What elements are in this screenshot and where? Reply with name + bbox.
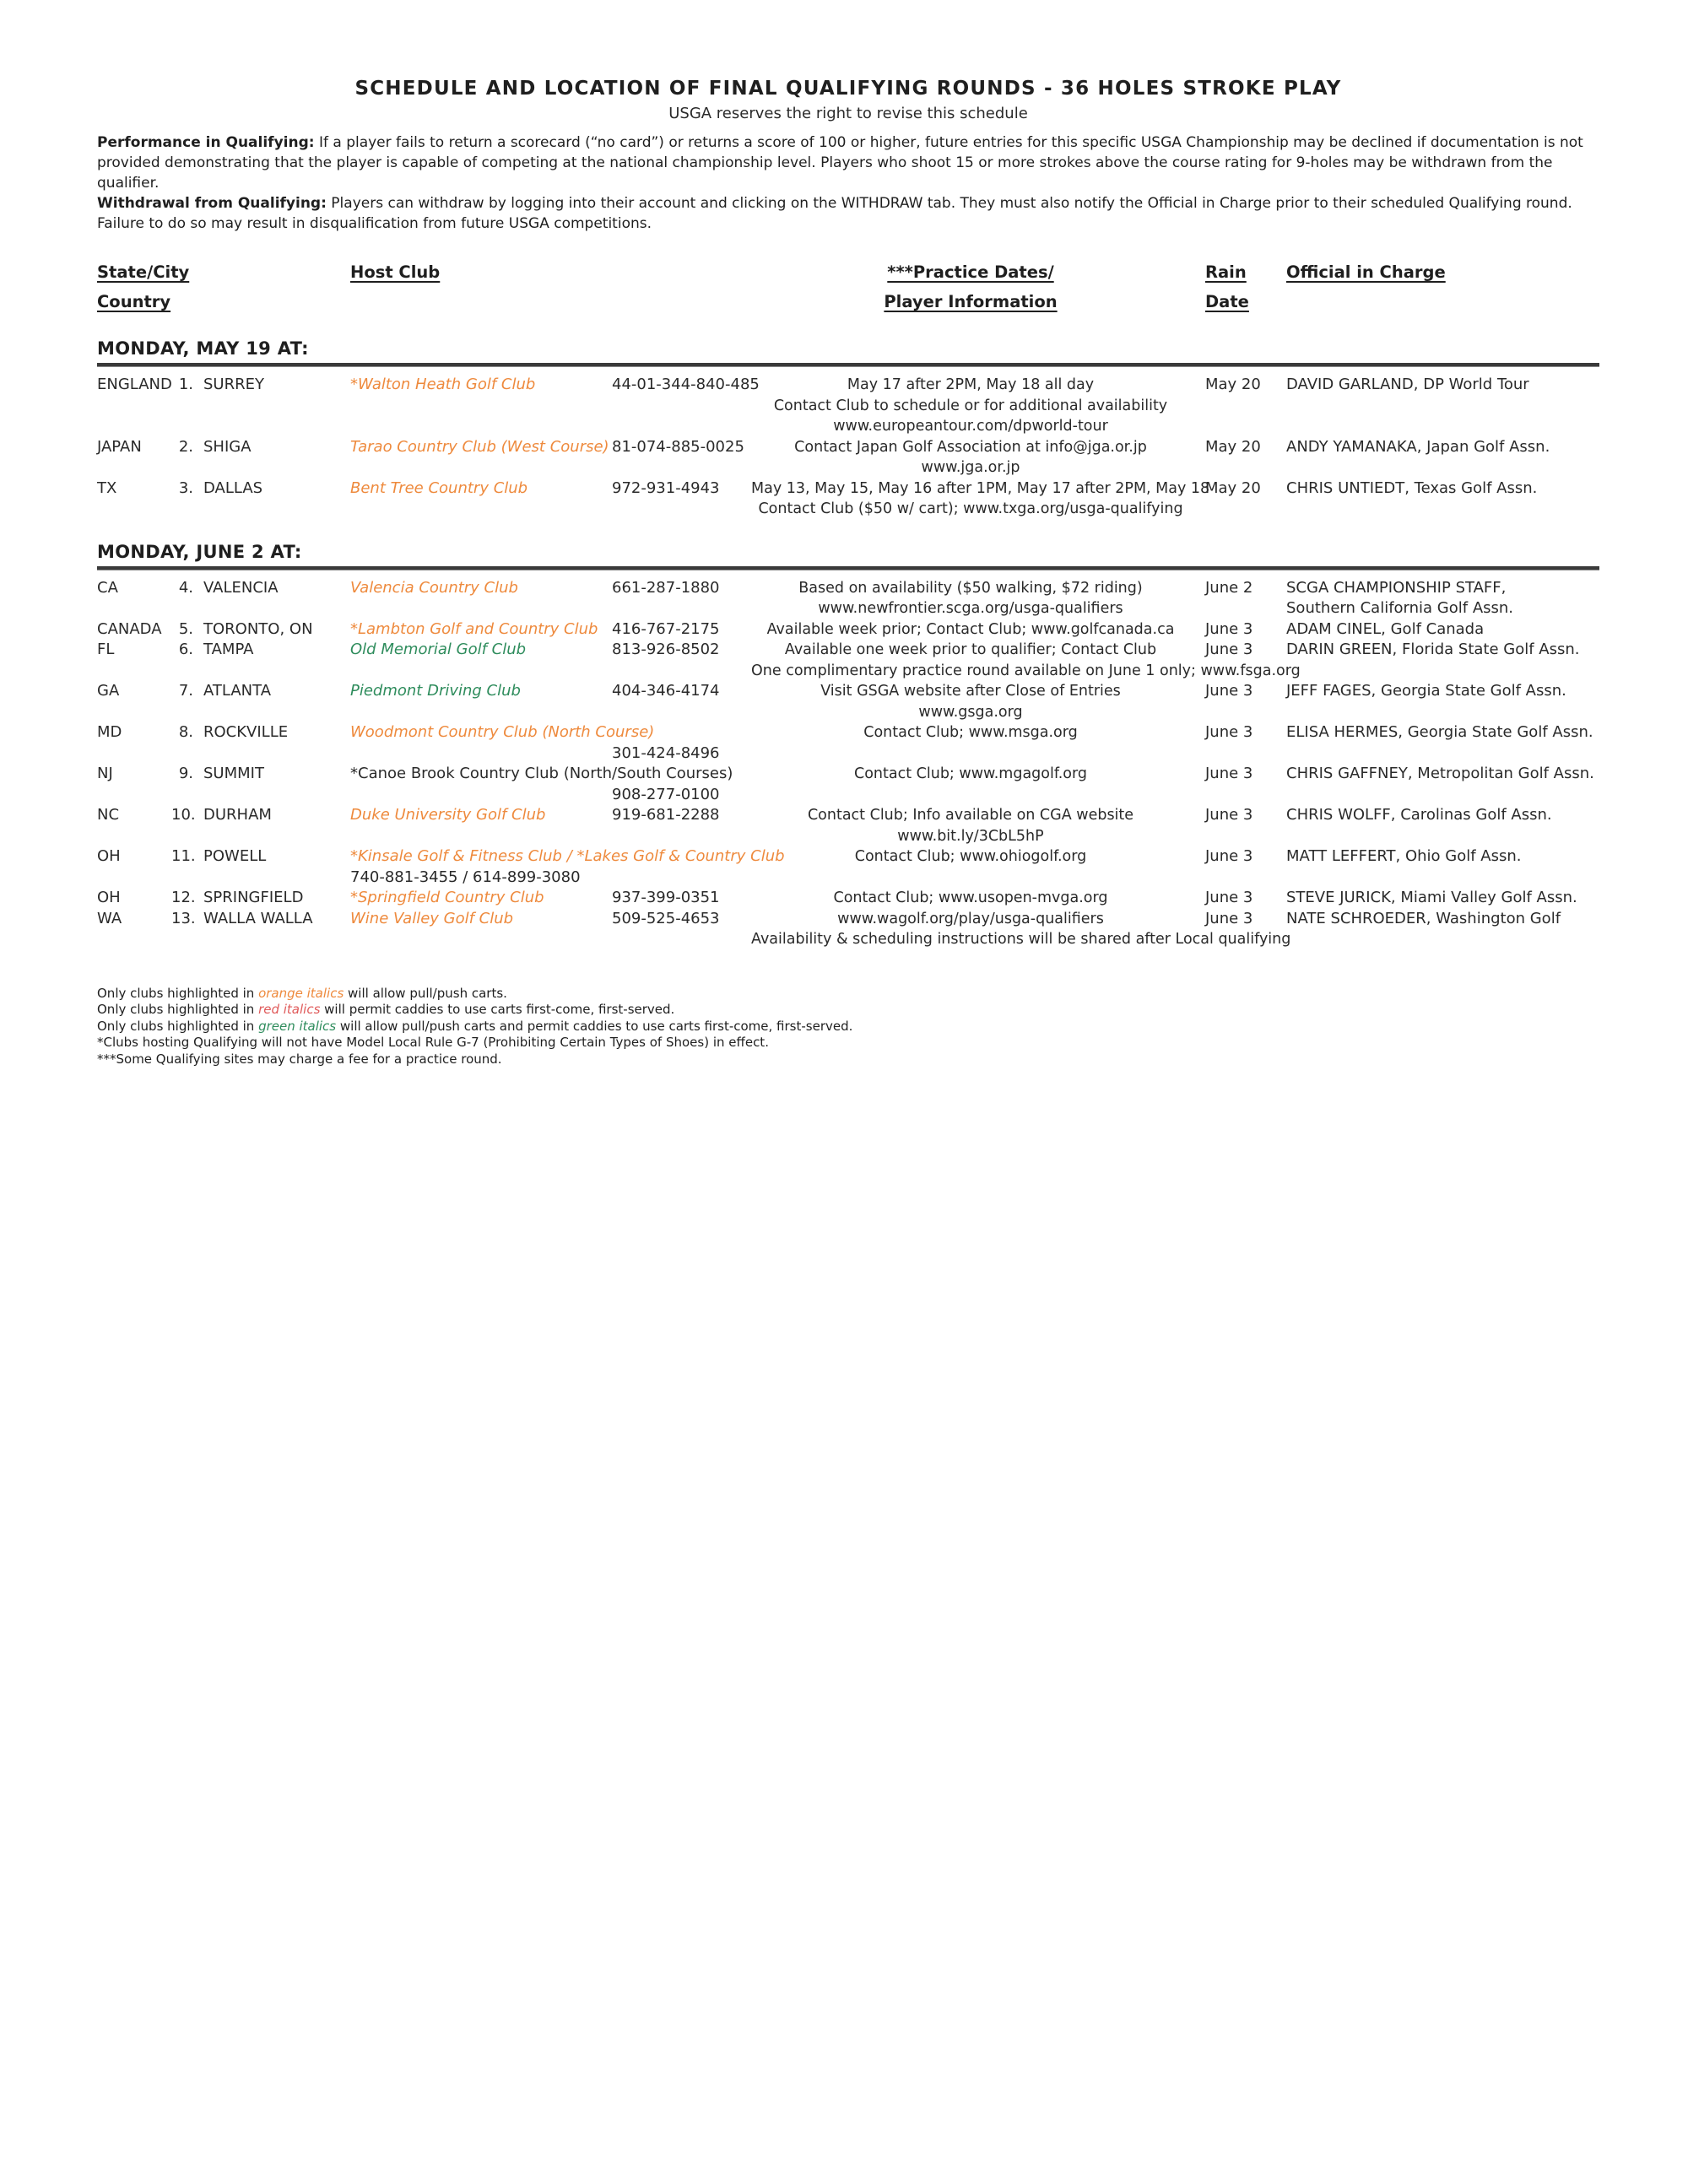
phone-number: 44-01-344-840-485 (612, 376, 760, 393)
table-row (97, 846, 1599, 888)
club-name: Old Memorial Golf Club (350, 641, 527, 658)
header-line-2 (97, 287, 1599, 316)
practice-info: Contact Club; www.msga.org (863, 724, 1078, 741)
phone-number: 81-074-885-0025 (612, 437, 744, 456)
rain-date: May 20 (1205, 478, 1261, 497)
table-row-line (97, 764, 1599, 785)
footnote-highlight-red: red italics (258, 1002, 321, 1017)
table-row-line (97, 888, 1599, 909)
footnotes (97, 986, 1599, 1068)
rows-june-2 (97, 578, 1599, 950)
row-number: 9. (178, 765, 193, 782)
table-row (97, 619, 1599, 641)
official-name: CHRIS WOLFF, Carolinas Golf Assn. (1286, 806, 1552, 824)
state-cell: NC (97, 806, 120, 824)
practice-info: Visit GSGA website after Close of Entries (820, 683, 1121, 700)
city-cell: SUMMIT (203, 765, 264, 782)
footnote (97, 1002, 1599, 1019)
city-cell: POWELL (203, 847, 267, 865)
phone-number: 416-767-2175 (612, 619, 720, 638)
table-row-line (97, 619, 1599, 641)
table-row-line (97, 702, 1599, 723)
notices (97, 132, 1599, 234)
official-name: ELISA HERMES, Georgia State Golf Assn. (1286, 723, 1593, 741)
practice-info: www.jga.or.jp (921, 459, 1020, 476)
row-number: 11. (171, 847, 196, 865)
footnote-text: *Clubs hosting Qualifying will not have Model Local Rule G-7 (Prohibiting Certain Types of Shoes) in effect. (97, 1035, 769, 1050)
table-row-line (97, 578, 1599, 599)
official-name: CHRIS UNTIEDT, Texas Golf Assn. (1286, 478, 1538, 497)
rain-date: June 3 (1205, 765, 1253, 782)
table-row-line (97, 722, 1599, 743)
official-name: STEVE JURICK, Miami Valley Golf Assn. (1286, 889, 1577, 906)
table-row-line (97, 396, 1599, 417)
header-date: Date (1205, 292, 1249, 311)
official-name: CHRIS GAFFNEY, Metropolitan Golf Assn. (1286, 765, 1594, 782)
phone-number: 813-926-8502 (612, 641, 720, 658)
official-name: SCGA CHAMPIONSHIP STAFF, (1286, 578, 1507, 597)
rain-date: June 3 (1205, 682, 1253, 700)
header-rain: Rain (1205, 262, 1247, 282)
city-cell: SHIGA (203, 437, 252, 456)
footnote-text: will permit caddies to use carts first-come, first-served. (320, 1002, 675, 1017)
club-name: Wine Valley Golf Club (350, 909, 514, 927)
phone-number: 509-525-4653 (612, 909, 720, 927)
official-name: ADAM CINEL, Golf Canada (1286, 619, 1485, 638)
club-name: Woodmont Country Club (North Course) (350, 723, 655, 741)
city-cell: SURREY (203, 376, 264, 393)
city-cell: TORONTO, ON (203, 619, 313, 638)
official-name: NATE SCHROEDER, Washington Golf (1286, 909, 1561, 927)
row-number: 3. (178, 478, 193, 497)
table-row-line (97, 785, 1599, 806)
city-cell: DURHAM (203, 806, 272, 824)
table-row (97, 722, 1599, 764)
club-name: *Walton Heath Golf Club (350, 376, 536, 393)
footnote-text: will allow pull/push carts. (344, 985, 507, 1001)
phone-number: 937-399-0351 (612, 889, 720, 906)
table-row-line (97, 909, 1599, 930)
table-row-line (97, 826, 1599, 847)
practice-info: Available week prior; Contact Club; www.golfcanada.ca (766, 620, 1175, 638)
table-row (97, 681, 1599, 722)
city-cell: DALLAS (203, 478, 263, 497)
footnote (97, 1019, 1599, 1035)
city-cell: ATLANTA (203, 682, 272, 700)
rain-date: June 3 (1205, 806, 1253, 824)
state-cell: TX (97, 478, 117, 497)
notice-withdrawal (97, 193, 1599, 234)
state-cell: CA (97, 578, 118, 597)
phone-number: 740-881-3455 / 614-899-3080 (350, 868, 581, 886)
table-row (97, 478, 1599, 520)
state-cell: FL (97, 641, 115, 658)
practice-info: www.wagolf.org/play/usga-qualifiers (837, 910, 1104, 927)
official-name: JEFF FAGES, Georgia State Golf Assn. (1286, 682, 1566, 700)
table-row-line (97, 661, 1599, 682)
rain-date: June 3 (1205, 847, 1253, 865)
header-practice-dates: ***Practice Dates/ (887, 262, 1054, 282)
section-heading-june-2: MONDAY, JUNE 2 AT: (97, 541, 302, 562)
footnote-highlight-green: green italics (258, 1018, 337, 1034)
row-number: 10. (171, 806, 196, 824)
footnote-text: Only clubs highlighted in (97, 1002, 259, 1017)
row-number: 12. (171, 889, 196, 906)
phone-number: 972-931-4943 (612, 478, 720, 497)
practice-info: Contact Club; www.ohiogolf.org (854, 848, 1087, 865)
table-row-line (97, 846, 1599, 868)
table-row (97, 437, 1599, 478)
city-cell: SPRINGFIELD (203, 889, 304, 906)
table-row (97, 764, 1599, 805)
table-row (97, 805, 1599, 846)
club-name: *Springfield Country Club (350, 889, 544, 906)
rain-date: June 3 (1205, 889, 1253, 906)
footnote-highlight-orange: orange italics (258, 985, 344, 1001)
club-name: Duke University Golf Club (350, 806, 546, 824)
city-cell: VALENCIA (203, 578, 279, 597)
row-number: 8. (178, 723, 193, 741)
row-number: 4. (178, 578, 193, 597)
footnote (97, 1051, 1599, 1068)
table-column-headers (97, 257, 1599, 316)
state-cell: GA (97, 682, 120, 700)
club-name: Tarao Country Club (West Course) (350, 437, 609, 456)
official-name: DAVID GARLAND, DP World Tour (1286, 376, 1529, 393)
table-row (97, 640, 1599, 681)
phone-number: 908-277-0100 (612, 785, 720, 803)
club-name: *Lambton Golf and Country Club (350, 619, 598, 638)
row-number: 5. (178, 619, 193, 638)
table-row (97, 375, 1599, 437)
rain-date: May 20 (1205, 376, 1261, 393)
club-name: Piedmont Driving Club (350, 682, 521, 700)
state-cell: NJ (97, 765, 113, 782)
official-name: Southern California Golf Assn. (1286, 599, 1514, 617)
rain-date: June 2 (1205, 578, 1253, 597)
header-line-1 (97, 257, 1599, 287)
table-row-line (97, 437, 1599, 458)
practice-info: Available one week prior to qualifier; Contact Club (784, 641, 1157, 658)
footnote-text: ***Some Qualifying sites may charge a fee for a practice round. (97, 1051, 502, 1067)
rain-date: June 3 (1205, 619, 1253, 638)
header-player-information: Player Information (884, 292, 1058, 311)
section-june-2 (97, 542, 1599, 950)
practice-info: Contact Club; www.mgagolf.org (854, 765, 1087, 782)
table-row-line (97, 598, 1599, 619)
table-row-line (97, 868, 1599, 889)
official-name: DARIN GREEN, Florida State Golf Assn. (1286, 641, 1580, 658)
phone-number: 919-681-2288 (612, 806, 720, 824)
state-cell: OH (97, 889, 121, 906)
state-cell: ENGLAND (97, 376, 172, 393)
row-number: 2. (178, 437, 193, 456)
page-title: SCHEDULE AND LOCATION OF FINAL QUALIFYING ROUNDS - 36 HOLES STROKE PLAY (354, 78, 1342, 100)
table-row-line (97, 929, 1599, 950)
club-name: Valencia Country Club (350, 578, 518, 597)
header-host-club: Host Club (350, 262, 441, 282)
table-row-line (97, 743, 1599, 765)
practice-info: Contact Club ($50 w/ cart); www.txga.org/usga-qualifying (758, 500, 1183, 517)
table-row (97, 888, 1599, 909)
practice-info: Contact Club; www.usopen-mvga.org (833, 889, 1108, 906)
state-cell: CANADA (97, 619, 162, 638)
practice-info: www.newfrontier.scga.org/usga-qualifiers (818, 600, 1123, 617)
footnote-text: Only clubs highlighted in (97, 985, 259, 1001)
document-content (0, 78, 1688, 1068)
table-row (97, 578, 1599, 619)
section-heading-may-19: MONDAY, MAY 19 AT: (97, 338, 309, 359)
table-row-line (97, 805, 1599, 826)
phone-number: 661-287-1880 (612, 578, 720, 597)
practice-info: May 17 after 2PM, May 18 all day (847, 376, 1095, 393)
practice-info: May 13, May 15, May 16 after 1PM, May 17 after 2PM, May 18 (751, 479, 1210, 497)
phone-number: 301-424-8496 (612, 743, 720, 762)
section-may-19 (97, 338, 1599, 520)
table-row-line (97, 681, 1599, 702)
practice-info: Contact Japan Golf Association at info@jga.or.jp (794, 438, 1147, 456)
city-cell: WALLA WALLA (203, 909, 313, 927)
state-cell: MD (97, 723, 122, 741)
header-state-city: State/City (97, 262, 190, 282)
row-number: 6. (178, 641, 193, 658)
rain-date: May 20 (1205, 437, 1261, 456)
table-row-line (97, 416, 1599, 437)
club-name: *Kinsale Golf & Fitness Club / *Lakes Golf & Country Club (350, 847, 785, 865)
section-divider (97, 566, 1599, 570)
practice-info: www.gsga.org (918, 703, 1023, 721)
notice-performance (97, 132, 1599, 193)
footnote-text: will allow pull/push carts and permit caddies to use carts first-come, first-served. (336, 1018, 853, 1034)
rain-date: June 3 (1205, 909, 1253, 927)
club-name: Bent Tree Country Club (350, 478, 528, 497)
notice-withdrawal-lead: Withdrawal from Qualifying: (97, 195, 327, 212)
rain-date: June 3 (1205, 641, 1253, 658)
official-name: MATT LEFFERT, Ohio Golf Assn. (1286, 847, 1522, 865)
practice-info: Based on availability ($50 walking, $72 riding) (798, 579, 1143, 597)
table-row-line (97, 457, 1599, 478)
city-cell: ROCKVILLE (203, 723, 289, 741)
notice-performance-lead: Performance in Qualifying: (97, 134, 315, 151)
state-cell: JAPAN (97, 437, 142, 456)
practice-info: www.bit.ly/3CbL5hP (897, 827, 1044, 845)
notice-performance-text: If a player fails to return a scorecard (“no card”) or returns a score of 100 or higher, future entries for this specific USGA Championship may be declined if documentation is not provided demonstrating that the player is capable of competing at the national championship level. Players who shoot 15 or more strokes above the course rating for 9-holes may be withdrawn from the qualifier. (97, 134, 1583, 192)
table-row-line (97, 640, 1599, 661)
club-name: *Canoe Brook Country Club (North/South Courses) (350, 765, 733, 782)
page-subtitle: USGA reserves the right to revise this schedule (668, 105, 1028, 122)
practice-info: Availability & scheduling instructions will be shared after Local qualifying (751, 931, 1291, 948)
footnote (97, 1035, 1599, 1051)
table-row-line (97, 499, 1599, 520)
notice-withdrawal-text: Players can withdraw by logging into their account and clicking on the WITHDRAW tab. They must also notify the Official in Charge prior to their scheduled Qualifying round. Failure to do so may result in disqualification from future USGA competitions. (97, 195, 1572, 232)
table-row (97, 909, 1599, 950)
footnote-text: Only clubs highlighted in (97, 1018, 259, 1034)
practice-info: Contact Club; Info available on CGA website (807, 807, 1134, 824)
practice-info: www.europeantour.com/dpworld-tour (833, 418, 1108, 435)
practice-info: Contact Club to schedule or for additional availability (773, 397, 1168, 414)
row-number: 13. (171, 909, 196, 927)
state-cell: OH (97, 847, 121, 865)
rows-may-19 (97, 375, 1599, 520)
table-row-line (97, 375, 1599, 396)
header-official-in-charge: Official in Charge (1286, 262, 1446, 282)
practice-info: One complimentary practice round available on June 1 only; www.fsga.org (751, 662, 1301, 679)
city-cell: TAMPA (203, 641, 254, 658)
footnote (97, 986, 1599, 1003)
phone-number: 404-346-4174 (612, 682, 720, 700)
row-number: 1. (178, 376, 193, 393)
section-divider (97, 363, 1599, 367)
official-name: ANDY YAMANAKA, Japan Golf Assn. (1286, 437, 1550, 456)
state-cell: WA (97, 909, 122, 927)
table-row-line (97, 478, 1599, 500)
header-country: Country (97, 292, 171, 311)
rain-date: June 3 (1205, 723, 1253, 741)
row-number: 7. (178, 682, 193, 700)
